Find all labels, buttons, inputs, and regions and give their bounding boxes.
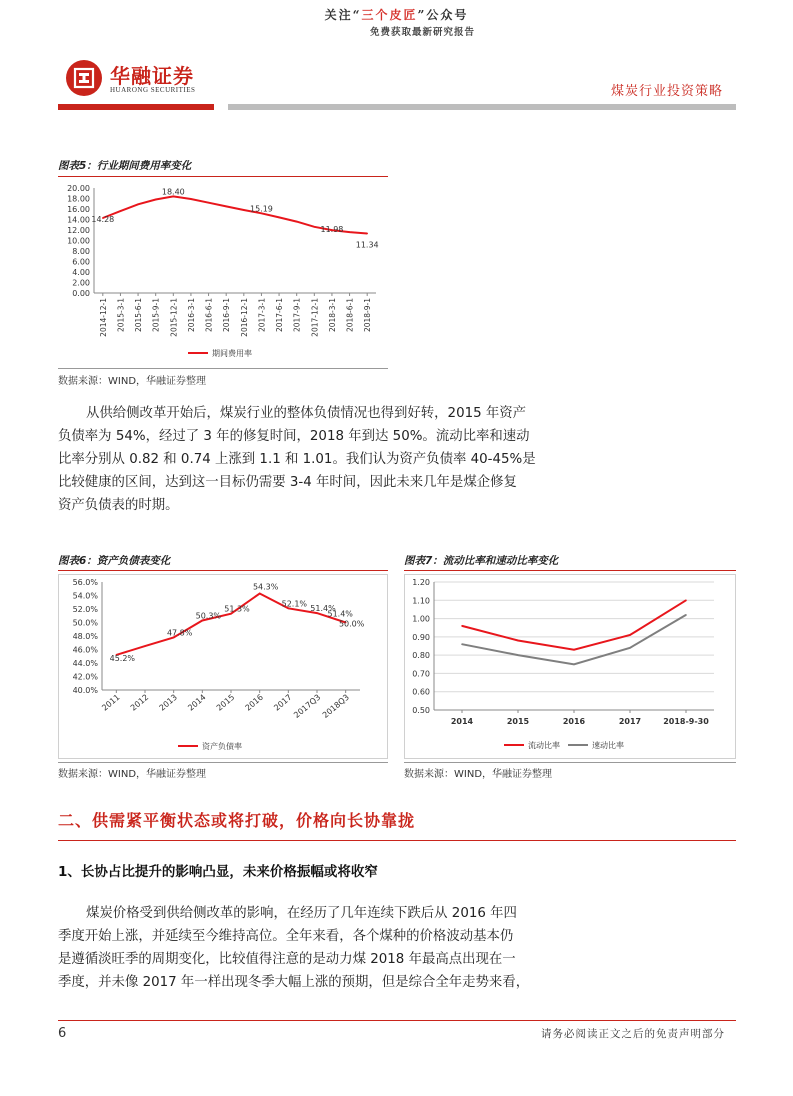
header-bar-gray <box>228 104 736 110</box>
data-point <box>278 217 280 219</box>
x-tick-label: 2016-12-1 <box>239 298 249 337</box>
data-label: 52.1% <box>281 599 308 609</box>
paragraph-2 <box>58 902 738 994</box>
section-heading: 二、供需紧平衡状态或将打破，价格向长协靠拢 <box>58 811 416 830</box>
y-tick-label: 0.60 <box>412 687 430 697</box>
x-tick-label: 2016 <box>562 717 586 726</box>
chart-border <box>405 575 736 759</box>
x-tick-label: 2018-3-1 <box>327 298 337 333</box>
data-point <box>243 209 245 211</box>
x-tick-label: 2014 <box>450 717 474 726</box>
y-tick-label: 0.90 <box>412 632 430 642</box>
figure7-title-rule <box>404 570 736 571</box>
data-label: 45.2% <box>109 653 136 663</box>
figure7-chart <box>404 574 736 763</box>
y-tick-label: 0.80 <box>412 651 430 661</box>
legend-label: 流动比率 <box>528 741 560 750</box>
data-point <box>573 649 575 651</box>
figure6-source: 数据来源：WIND，华融证券整理 <box>58 769 207 780</box>
watermark-line2: 免费获取最新研究报告 <box>370 27 476 38</box>
x-tick-label: 2015-12-1 <box>169 298 179 337</box>
figure5-title: 图表5：行业期间费用率变化 <box>58 160 192 172</box>
y-tick-label: 2.00 <box>72 278 90 288</box>
x-tick-label: 2012 <box>128 692 151 713</box>
data-point <box>685 599 687 601</box>
y-tick-label: 56.0% <box>72 578 98 587</box>
paragraph-1-line: 负债率为 54%，经过了 3 年的修复时间，2018 年到达 50%。流动比率和速动 <box>58 429 530 444</box>
data-point <box>155 199 157 201</box>
data-point <box>190 198 192 200</box>
x-tick-label: 2018-9-1 <box>363 298 373 333</box>
figure5-source: 数据来源：WIND，华融证券整理 <box>58 376 207 387</box>
data-point <box>144 645 146 647</box>
y-tick-label: 42.0% <box>72 672 98 682</box>
y-tick-label: 20.00 <box>67 184 90 193</box>
data-point <box>517 640 519 642</box>
report-type: 煤炭行业投资策略 <box>611 84 724 99</box>
figure5-title-rule <box>58 176 388 177</box>
data-point <box>573 663 575 665</box>
page-number: 6 <box>58 1026 67 1041</box>
data-label: 50.3% <box>195 611 222 621</box>
data-point <box>629 634 631 636</box>
x-tick-label: 2017-9-1 <box>292 298 302 333</box>
data-label: 11.98 <box>320 225 344 235</box>
x-tick-label: 2017Q3 <box>292 692 323 720</box>
figure7-bottom-rule <box>404 762 736 763</box>
y-tick-label: 10.00 <box>67 236 90 246</box>
figure6-title-rule <box>58 570 388 571</box>
data-point <box>120 210 122 212</box>
company-logo-icon <box>66 60 102 96</box>
figure5-chart <box>58 180 388 369</box>
paragraph-1 <box>58 402 738 517</box>
y-tick-label: 1.10 <box>412 596 430 606</box>
legend-label: 资产负债率 <box>202 742 242 751</box>
y-tick-label: 12.00 <box>67 226 90 235</box>
data-label: 51.3% <box>224 604 250 614</box>
x-tick-label: 2011 <box>100 692 122 713</box>
y-tick-label: 0.50 <box>412 706 430 715</box>
data-label: 11.34 <box>355 240 379 250</box>
paragraph-2-line: 季度，并未像 2017 年一样出现冬季大幅上涨的预期，但是综合全年走势来看， <box>58 975 530 990</box>
data-point <box>461 625 463 627</box>
figure6-chart <box>58 574 388 763</box>
figure7-source: 数据来源：WIND，华融证券整理 <box>404 769 553 780</box>
data-label: 47.8% <box>166 628 193 638</box>
x-tick-label: 2018-6-1 <box>345 298 355 333</box>
data-point <box>137 203 139 205</box>
figure6-bottom-rule <box>58 762 388 763</box>
x-tick-label: 2016-3-1 <box>186 298 196 333</box>
y-tick-label: 1.00 <box>412 614 430 624</box>
y-tick-label: 8.00 <box>72 247 90 256</box>
data-label: 54.3% <box>252 582 279 592</box>
y-tick-label: 46.0% <box>72 645 98 655</box>
footer-disclaimer: 请务必阅读正文之后的免责声明部分 <box>541 1028 725 1040</box>
legend-label: 速动比率 <box>592 741 624 750</box>
data-point <box>314 226 316 228</box>
data-label: 18.40 <box>161 187 185 197</box>
paragraph-1-line: 比较健康的区间，达到这一目标仍需要 3-4 年时间，因此未来几年是煤企修复 <box>58 475 517 490</box>
paragraph-1-line: 从供给侧改革开始后，煤炭行业的整体负债情况也得到好转，2015 年资产 <box>86 406 527 421</box>
y-tick-label: 52.0% <box>72 605 98 614</box>
figure5-bottom-rule <box>58 368 388 369</box>
y-tick-label: 18.00 <box>67 194 90 204</box>
watermark-post: ”公众号 <box>417 8 469 22</box>
chart-border <box>59 575 388 759</box>
x-tick-label: 2015 <box>506 717 530 726</box>
x-tick-label: 2018-9-30 <box>663 717 709 726</box>
paragraph-2-line: 煤炭价格受到供给侧改革的影响，在经历了几年连续下跌后从 2016 年四 <box>86 906 517 921</box>
footer-rule <box>58 1020 736 1021</box>
x-tick-label: 2016-6-1 <box>204 298 214 333</box>
x-tick-label: 2014 <box>186 692 208 713</box>
y-tick-label: 50.0% <box>72 618 98 628</box>
y-tick-label: 44.0% <box>72 659 98 668</box>
y-tick-label: 16.00 <box>67 205 90 214</box>
data-label: 51.4% <box>310 604 336 614</box>
y-tick-label: 14.00 <box>67 215 90 225</box>
paragraph-1-line: 资产负债表的时期。 <box>58 498 179 513</box>
paragraph-2-line: 季度开始上涨，并延续至今维持高位。全年来看，各个煤种的价格波动基本仍 <box>58 929 514 944</box>
legend-label: 期间费用率 <box>212 349 252 358</box>
x-tick-label: 2017-6-1 <box>275 298 285 333</box>
x-tick-label: 2017 <box>272 692 294 713</box>
data-label: 15.19 <box>249 204 273 214</box>
x-tick-label: 2017 <box>618 717 642 726</box>
data-point <box>349 231 351 233</box>
watermark-line1 <box>0 6 793 23</box>
y-tick-label: 1.20 <box>412 578 430 587</box>
data-point <box>225 206 227 208</box>
header-bar-red <box>58 104 214 110</box>
y-tick-label: 0.70 <box>412 669 430 679</box>
y-tick-label: 0.00 <box>72 289 90 298</box>
company-name-en: HUARONG SECURITIES <box>110 86 196 94</box>
x-tick-label: 2016 <box>243 692 265 713</box>
x-tick-label: 2017-12-1 <box>310 298 320 337</box>
data-label: 51.4% <box>327 609 353 619</box>
subsection-heading: 1、长协占比提升的影响凸显，未来价格振幅或将收窄 <box>58 864 378 880</box>
y-tick-label: 6.00 <box>72 257 90 267</box>
y-tick-label: 40.0% <box>72 686 98 695</box>
paragraph-2-line: 是遵循淡旺季的周期变化，比较值得注意的是动力煤 2018 年最高点出现在一 <box>58 952 516 967</box>
x-tick-label: 2015-9-1 <box>151 298 161 333</box>
data-point <box>629 647 631 649</box>
x-tick-label: 2017-3-1 <box>257 298 267 333</box>
figure6-title: 图表6：资产负债表变化 <box>58 555 171 567</box>
watermark-brand: 三个皮匠 <box>361 8 418 22</box>
data-point <box>208 202 210 204</box>
data-point <box>366 233 368 235</box>
data-label: 50.0% <box>338 619 365 629</box>
y-tick-label: 4.00 <box>72 268 90 277</box>
data-point <box>461 643 463 645</box>
data-point <box>259 593 261 595</box>
x-tick-label: 2016-9-1 <box>222 298 232 333</box>
figure7-title: 图表7：流动比率和速动比率变化 <box>404 555 559 567</box>
data-point <box>685 614 687 616</box>
y-tick-label: 48.0% <box>72 632 98 641</box>
data-point <box>517 654 519 656</box>
x-tick-label: 2015-3-1 <box>116 298 126 333</box>
watermark-pre: 关注“ <box>324 8 362 22</box>
section-heading-rule <box>58 840 736 841</box>
x-tick-label: 2013 <box>157 692 179 713</box>
data-label: 14.28 <box>91 215 115 225</box>
x-tick-label: 2014-12-1 <box>98 298 108 337</box>
x-tick-label: 2015 <box>214 692 237 713</box>
data-point <box>296 221 298 223</box>
y-tick-label: 54.0% <box>72 591 98 601</box>
paragraph-1-line: 比率分别从 0.82 和 0.74 上涨到 1.1 和 1.01。我们认为资产负债率 40-45%是 <box>58 452 536 467</box>
x-tick-label: 2015-6-1 <box>134 298 144 333</box>
company-name: 华融证券 <box>110 64 194 88</box>
x-tick-label: 2018Q3 <box>320 692 351 720</box>
